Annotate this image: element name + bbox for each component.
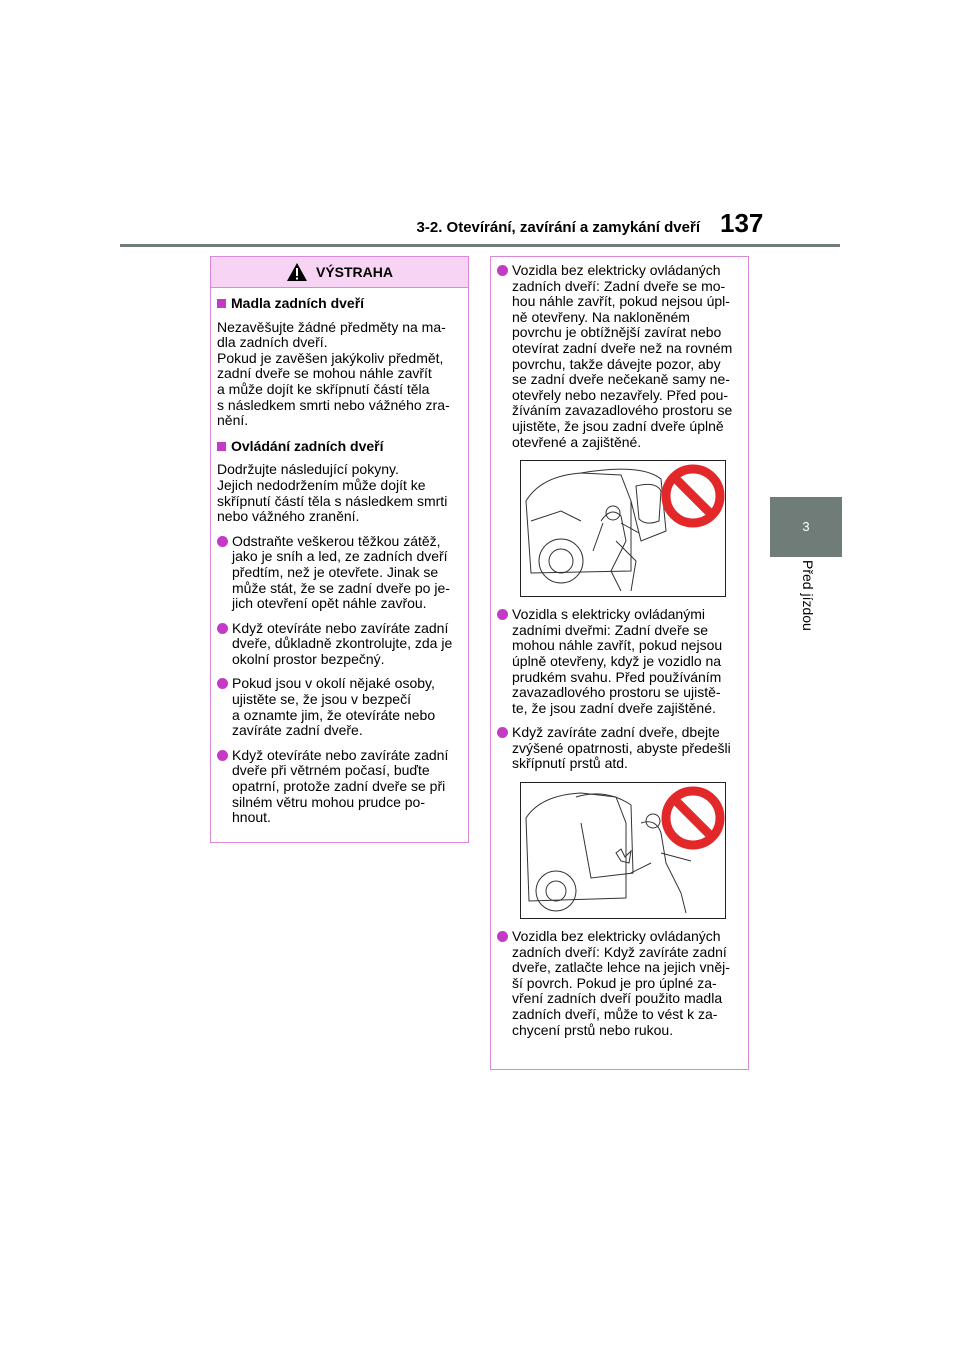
list-item — [217, 676, 458, 738]
section-heading-text: Madla zadních dveří — [231, 295, 365, 311]
round-bullet-icon — [497, 931, 508, 942]
warning-box-left — [210, 256, 469, 843]
square-bullet-icon — [217, 299, 226, 308]
round-bullet-icon — [497, 609, 508, 620]
list-item — [497, 725, 738, 772]
round-bullet-icon — [217, 750, 228, 761]
round-bullet-icon — [217, 678, 228, 689]
warning-content-right — [491, 257, 748, 1038]
tailgate-open-drawing — [521, 461, 726, 597]
list-item-text: Vozidla bez elektricky ovládaných zadních dveří: Zadní dveře se mo- hou náhle zavřít, pokud nejsou úpl- ně otevřeny. Na nakloněném povrchu je obtížnější zavírat nebo otevírat zadní dveře než na rovném povrchu, takže dávejte pozor, aby se zadní dveře nečekaně samy ne- otevřely nebo nezavřely. Před pou- žíváním zavazadlového prostoru se ujistěte, že jsou zadní dveře úplně otevřené a zajištěné. — [512, 262, 733, 450]
round-bullet-icon — [217, 623, 228, 634]
section-heading — [217, 439, 458, 455]
list-item — [497, 607, 738, 716]
list-item-text: Když otevíráte nebo zavíráte zadní dveře při větrném počasí, buďte opatrní, protože zadní dveře se při silném větru mohou prudce po- hnout. — [232, 746, 449, 826]
warning-title: VÝSTRAHA — [315, 264, 393, 280]
square-bullet-icon — [217, 442, 226, 451]
list-item-text: Odstraňte veškerou těžkou zátěž, jako je sníh a led, ze zadních dveří předtím, než je otevřete. Jinak se může stát, že se zadní dveře po je- jich otevření opět náhle zavřou. — [232, 532, 450, 612]
warning-content-left — [211, 296, 468, 826]
section-heading — [217, 296, 458, 312]
warning-triangle-icon — [286, 262, 308, 282]
warning-header — [211, 257, 468, 288]
list-item-text: Vozidla s elektricky ovládanými zadními dveřmi: Zadní dveře se mohou náhle zavřít, pokud nejsou úplně otevřeny, když je vozidlo na prudkém svahu. Před používáním zavazadlového prostoru se ujistě- te, že jsou zadní dveře zajištěné. — [512, 606, 723, 716]
section-paragraph: Dodržujte následující pokyny. Jejich nedodržením může dojít ke skřípnutí částí těla s následkem smrti nebo vážného zranění. — [217, 461, 448, 525]
round-bullet-icon — [497, 265, 508, 276]
list-item — [497, 263, 738, 450]
warning-box-right — [490, 256, 749, 1070]
round-bullet-icon — [217, 536, 228, 547]
list-item-text: Vozidla bez elektricky ovládaných zadních dveří: Když zavíráte zadní dveře, zatlačte lehce na jejich vněj- ší povrch. Pokud je pro úplné za- vření zadních dveří použito madla zadních dveří, může to vést k za- chycení prstů nebo rukou. — [512, 928, 730, 1038]
list-item — [217, 534, 458, 612]
list-item-text: Pokud jsou v okolí nějaké osoby, ujistěte se, že jsou v bezpečí a oznamte jim, že otevíráte nebo zavíráte zadní dveře. — [232, 675, 436, 739]
section-heading-text: Ovládání zadních dveří — [231, 437, 384, 454]
chapter-tab — [770, 497, 842, 557]
section-title: 3-2. Otevírání, zavírání a zamykání dveří — [416, 219, 700, 236]
chapter-label: Před jízdou — [800, 560, 816, 631]
round-bullet-icon — [497, 727, 508, 738]
list-item-text: Když zavíráte zadní dveře, dbejte zvýšené opatrnosti, abyste předešli skřípnutí prstů atd. — [512, 724, 731, 772]
bullet-list-left — [217, 534, 458, 826]
header-rule — [120, 244, 840, 247]
illustration-open-tailgate — [520, 460, 726, 597]
list-item — [217, 621, 458, 668]
page-number: 137 — [720, 208, 764, 238]
section-paragraph: Nezavěšujte žádné předměty na ma- dla zadních dveří. Pokud je zavěšen jakýkoliv předmět, zadní dveře se mohou náhle zavřít a může dojít ke skřípnutí částí těla s následkem smrti nebo vážného zra- nění. — [217, 318, 450, 429]
illustration-closing-tailgate — [520, 782, 726, 919]
list-item — [497, 929, 738, 1038]
tailgate-closing-drawing — [521, 783, 726, 919]
list-item — [217, 748, 458, 826]
list-item-text: Když otevíráte nebo zavíráte zadní dveře, důkladně zkontrolujte, zda je okolní prostor bezpečný. — [232, 619, 453, 667]
chapter-number: 3 — [802, 519, 810, 534]
